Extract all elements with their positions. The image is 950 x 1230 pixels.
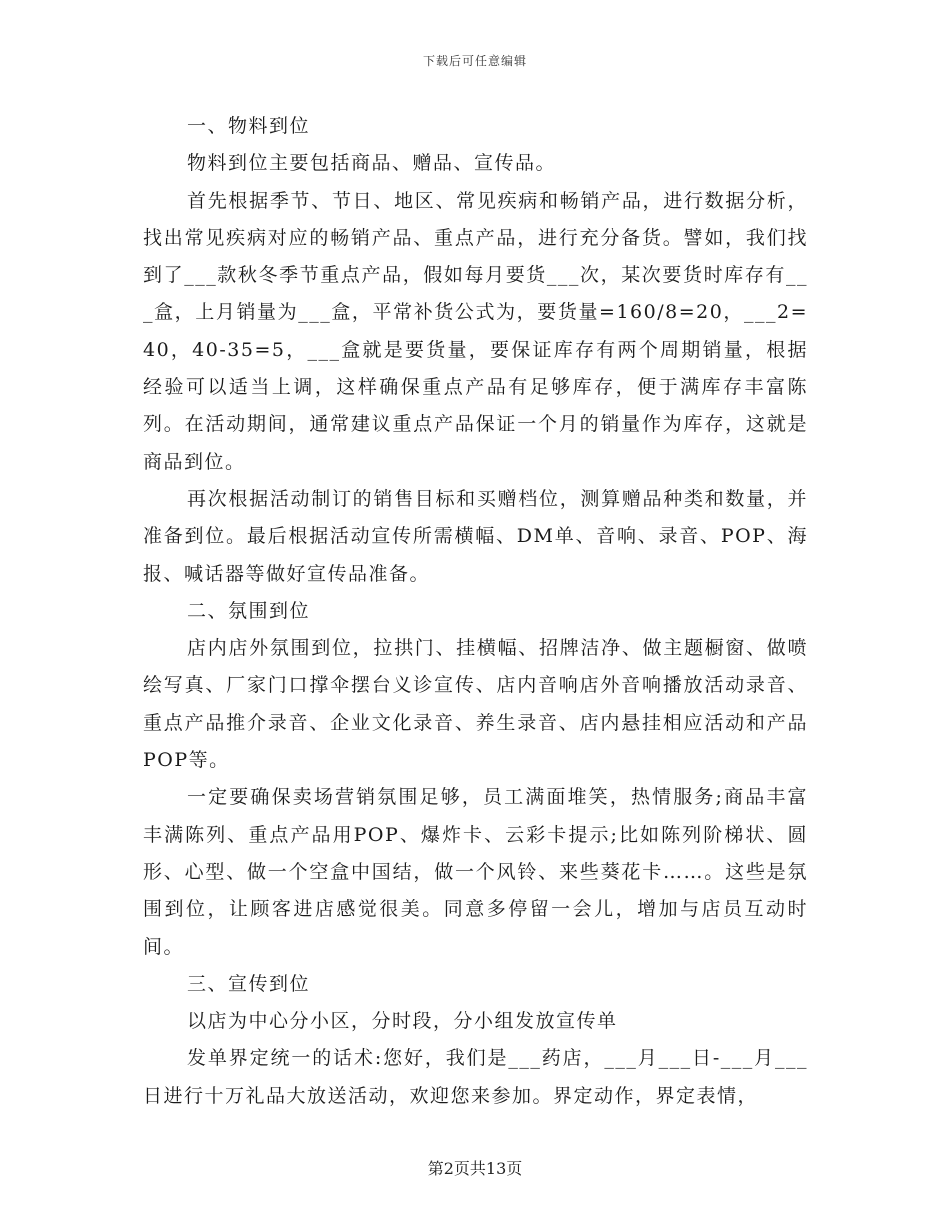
page-header: 下载后可任意编辑 [422,54,527,68]
paragraph: 一定要确保卖场营销氛围足够，员工满面堆笑，热情服务;商品丰富丰满陈列、重点产品用POP、爆炸卡、云彩卡提示;比如陈列阶梯状、圆形、心型、做一个空盒中国结，做一个风铃、来些葵花卡……。这些是氛围到位，让顾客进店感觉很美。同意多停留一会儿，增加与店员互动时间。 [143,786,808,958]
paragraph: 再次根据活动制订的销售目标和买赠档位，测算赠品种类和数量，并准备到位。最后根据活动宣传所需横幅、DM单、音响、录音、POP、海报、喊话器等做好宣传品准备。 [143,487,808,585]
paragraph: 以店为中心分小区，分时段，分小组发放宣传单 [187,1010,618,1033]
paragraph: 物料到位主要包括商品、赠品、宣传品。 [187,152,557,175]
page-footer: 第2页共13页 [427,1159,523,1178]
paragraph: 首先根据季节、节日、地区、常见疾病和畅销产品，进行数据分析，找出常见疾病对应的畅销产品、重点产品，进行充分备货。譬如，我们找到了___款秋冬季节重点产品，假如每月要货___次，某次要货时库存有___盒，上月销量为___盒，平常补货公式为，要货量=160/8=20，___2=40，40-35=5，___盒就是要货量，要保证库存有两个周期销量，根据经验可以适当上调，这样确保重点产品有足够库存，便于满库存丰富陈列。在活动期间，通常建议重点产品保证一个月的销量作为库存，这就是商品到位。 [143,189,808,473]
section-heading-atmosphere: 二、氛围到位 [187,599,311,622]
document-body [143,108,808,1115]
paragraph: 发单界定统一的话术:您好，我们是___药店，___月___日-___月___日进行十万礼品大放送活动，欢迎您来参加。界定动作，界定表情， [143,1047,808,1107]
section-heading-promotion: 三、宣传到位 [187,972,311,995]
paragraph: 店内店外氛围到位，拉拱门、挂横幅、招牌洁净、做主题橱窗、做喷绘写真、厂家门口撑伞摆台义诊宣传、店内音响店外音响播放活动录音、重点产品推介录音、企业文化录音、养生录音、店内悬挂相应活动和产品POP等。 [143,637,808,772]
section-heading-materials: 一、物料到位 [187,115,311,137]
